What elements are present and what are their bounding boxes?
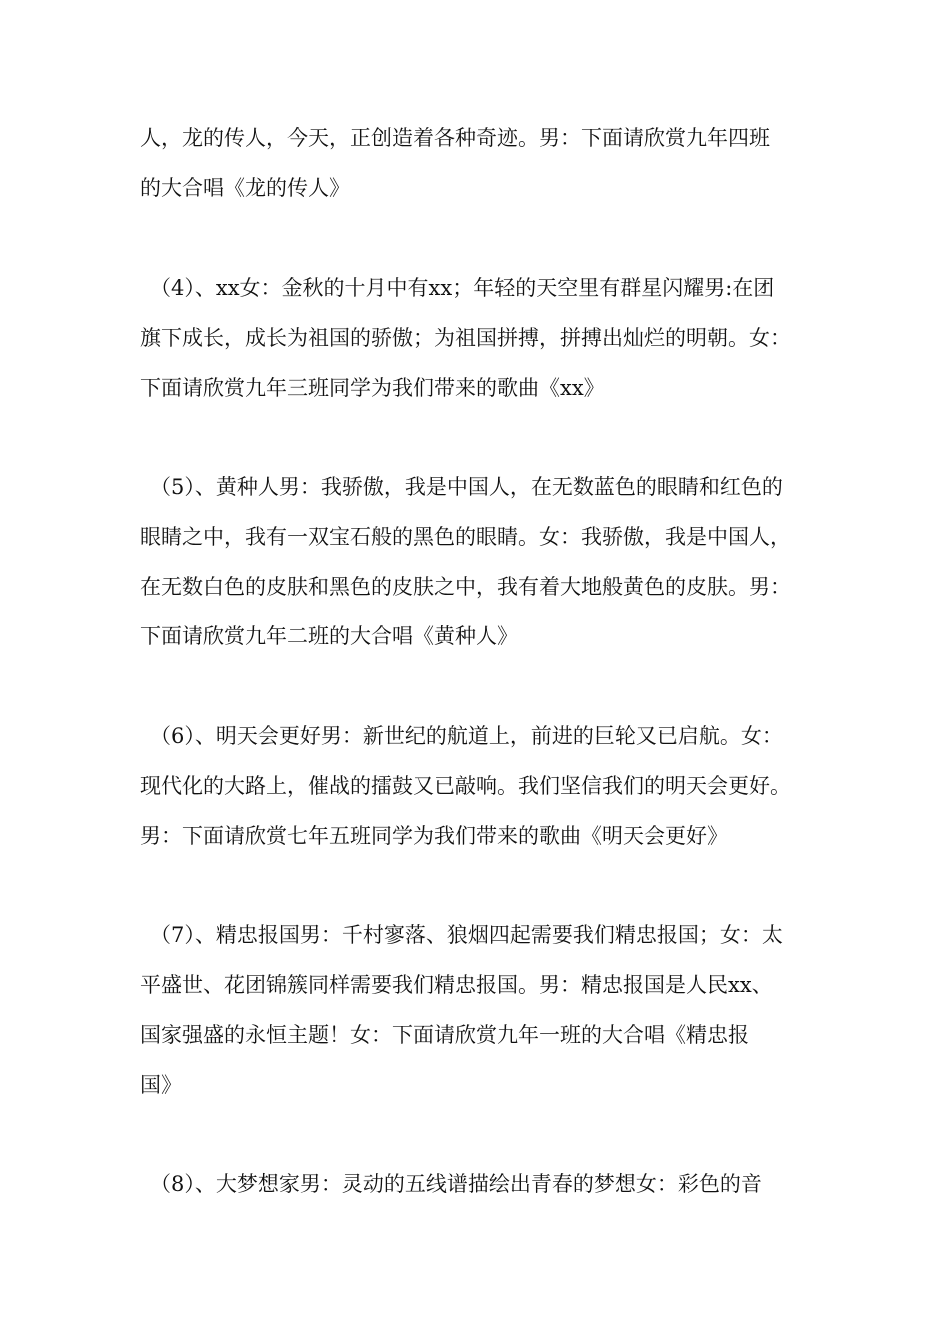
text-line: （8）、大梦想家男：灵动的五线谱描绘出青春的梦想女：彩色的音 <box>150 1172 762 1196</box>
text-line: 国家强盛的永恒主题！女：下面请欣赏九年一班的大合唱《精忠报 <box>140 1023 749 1047</box>
text-line: 下面请欣赏九年二班的大合唱《黄种人》 <box>140 624 518 648</box>
text-line: 平盛世、花团锦簇同样需要我们精忠报国。男：精忠报国是人民xx、 <box>140 973 773 997</box>
text-line: 在无数白色的皮肤和黑色的皮肤之中，我有着大地般黄色的皮肤。男： <box>140 575 791 599</box>
text-line: 下面请欣赏九年三班同学为我们带来的歌曲《xx》 <box>140 376 605 400</box>
text-line: 的大合唱《龙的传人》 <box>140 176 350 200</box>
text-line: 国》 <box>140 1073 182 1097</box>
text-line: （6）、明天会更好男：新世纪的航道上，前进的巨轮又已启航。女： <box>150 724 783 748</box>
text-line: 人，龙的传人，今天，正创造着各种奇迹。男：下面请欣赏九年四班 <box>140 126 770 150</box>
text-line: （5）、黄种人男：我骄傲，我是中国人，在无数蓝色的眼睛和红色的 <box>150 475 783 499</box>
text-line: （4）、xx女：金秋的十月中有xx；年轻的天空里有群星闪耀男:在团 <box>150 276 775 300</box>
text-line: 现代化的大路上，催战的擂鼓又已敲响。我们坚信我们的明天会更好。 <box>140 774 791 798</box>
text-line: （7）、精忠报国男：千村寥落、狼烟四起需要我们精忠报国；女：太 <box>150 923 783 947</box>
text-line: 旗下成长，成长为祖国的骄傲；为祖国拼搏，拼搏出灿烂的明朝。女： <box>140 326 791 350</box>
text-line: 男：下面请欣赏七年五班同学为我们带来的歌曲《明天会更好》 <box>140 824 728 848</box>
text-line: 眼睛之中，我有一双宝石般的黑色的眼睛。女：我骄傲，我是中国人， <box>140 525 791 549</box>
